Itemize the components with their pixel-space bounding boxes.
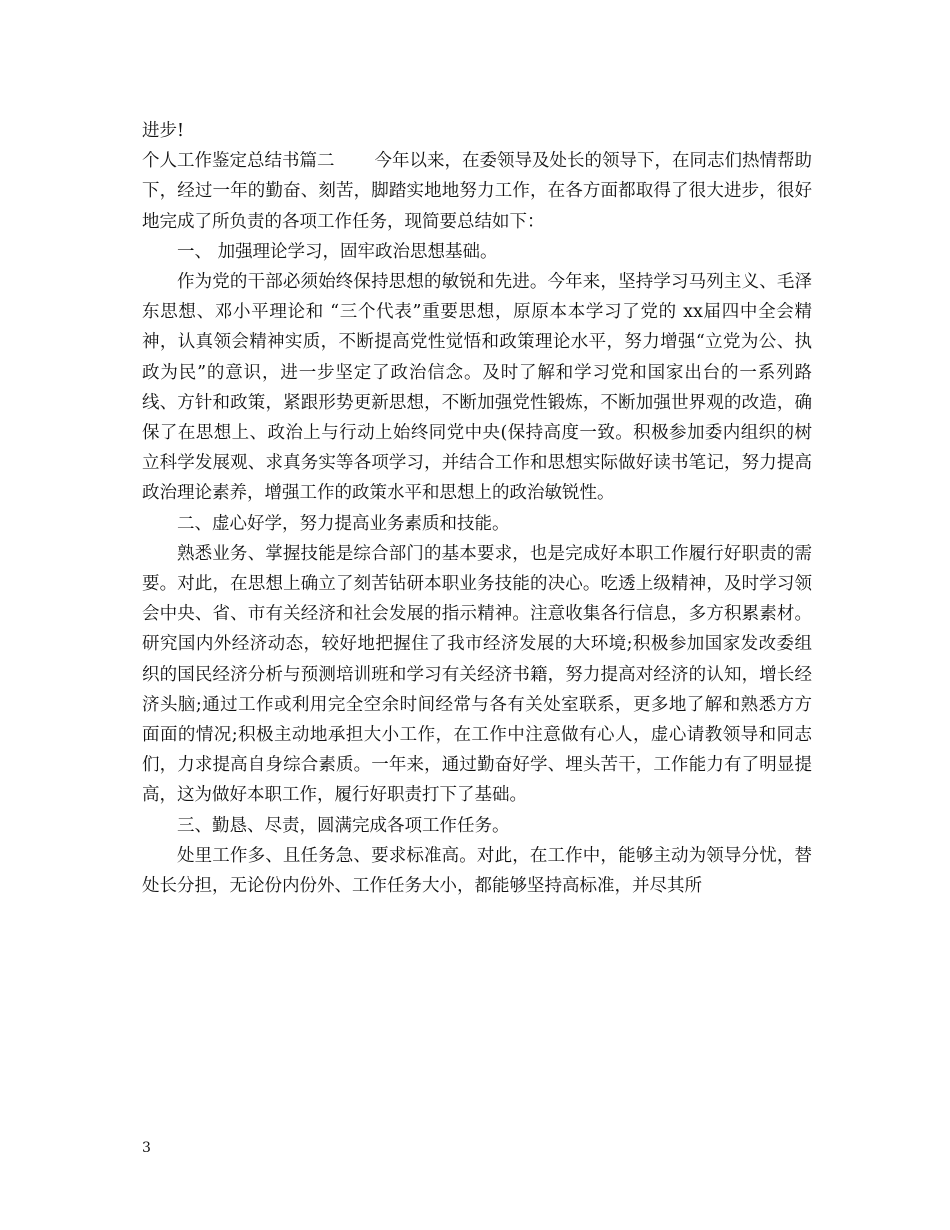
paragraph-1: 作为党的干部必须始终保持思想的敏锐和先进。今年来，坚持学习马列主义、毛泽东思想、邓小平理论和 “三个代表”重要思想，原原本本学习了党的 xx届四中全会精神，认真领会精神实质，不断提高党性觉悟和政策理论水平，努力增强“立党为公、执政为民”的意识，进一步坚定了政治信念。及时了解和学习党和国家出台的一系列路线、方针和政策，紧跟形势更新思想，不断加强党性锻炼，不断加强世界观的改造，确保了在思想上、政治上与行动上始终同党中央(保持高度一致。积极参加委内组织的树立科学发展观、求真务实等各项学习，并结合工作和思想实际做好读书笔记，努力提高政治理论素养，增强工作的政策水平和思想上的政治敏锐性。 [142,272,812,504]
heading-2: 二、虚心好学，努力提高业务素质和技能。 [177,513,510,534]
heading-1: 一、 加强理论学习，固牢政治思想基础。 [177,241,498,262]
paragraph-2: 熟悉业务、掌握技能是综合部门的基本要求，也是完成好本职工作履行好职责的需要。对此，在思想上确立了刻苦钻研本职业务技能的决心。吃透上级精神，及时学习领会中央、省、市有关经济和社会发展的指示精神。注意收集各行信息，多方积累素材。研究国内外经济动态，较好地把握住了我市经济发展的大环境;积极参加国家发改委组织的国民经济分析与预测培训班和学习有关经济书籍，努力提高对经济的认知，增长经济头脑;通过工作或利用完全空余时间经常与各有关处室联系，更多地了解和熟悉方方面面的情况;积极主动地承担大小工作，在工作中注意做有心人，虚心请教领导和同志们，力求提高自身综合素质。一年来，通过勤奋好学、埋头苦干，工作能力有了明显提高，这为做好本职工作，履行好职责打下了基础。 [142,543,812,806]
page-number: 3 [142,1140,151,1156]
section-intro-paragraph [142,146,812,237]
paragraph-3: 处里工作多、且任务急、要求标准高。对此，在工作中，能够主动为领导分忧，替处长分担，无论份内份外、工作任务大小，都能够坚持高标准，并尽其所 [142,845,812,897]
document-page [142,116,812,901]
paragraph-continuation: 进步! [142,121,185,141]
section-intro-text: 今年以来，在委领导及处长的领导下，在同志们热情帮助下，经过一年的勤奋、刻苦，脚踏实地地努力工作，在各方面都取得了很大进步，很好地完成了所负责的各项工作任务，现简要总结如下： [142,151,812,232]
heading-3: 三、勤恳、尽责，圆满完成各项工作任务。 [177,815,510,836]
section-title: 个人工作鉴定总结书篇二 [142,151,335,172]
